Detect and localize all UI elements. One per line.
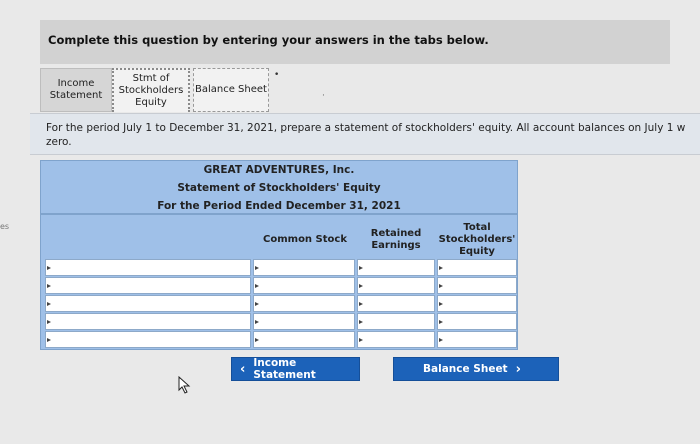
tab-label-line: Statement <box>49 90 103 101</box>
statement-title: Statement of Stockholders' Equity <box>177 182 381 194</box>
equity-table <box>40 214 518 350</box>
tab-label-line: Equity <box>135 97 167 108</box>
statement-heading <box>40 160 518 214</box>
instruction-line-1: For the period July 1 to December 31, 2021, prepare a statement of stockholders' equity. All account balances on July 1 w <box>46 122 686 134</box>
row-label-select[interactable] <box>45 331 251 348</box>
chevron-right-icon: › <box>515 361 521 377</box>
mouse-cursor-icon <box>178 376 192 394</box>
retained-earnings-input[interactable] <box>357 259 435 276</box>
table-row <box>45 331 517 348</box>
tab-label-line: Balance Sheet <box>195 84 267 95</box>
next-balance-sheet-button[interactable] <box>393 357 559 381</box>
tab-stmt-stockholders-equity[interactable] <box>112 68 190 112</box>
total-equity-input[interactable] <box>437 277 517 294</box>
total-equity-input[interactable] <box>437 331 517 348</box>
row-label-select[interactable] <box>45 259 251 276</box>
col-header-retained-earnings <box>357 221 435 259</box>
row-label-select[interactable] <box>45 295 251 312</box>
tab-balance-sheet[interactable] <box>193 68 269 112</box>
chevron-left-icon: ‹ <box>240 361 246 377</box>
retained-earnings-input[interactable] <box>357 277 435 294</box>
table-row <box>45 259 517 276</box>
instruction-line-2: zero. <box>46 136 72 148</box>
cropped-left-text: es <box>0 222 10 231</box>
table-row <box>45 277 517 294</box>
next-button-label: Balance Sheet <box>423 363 508 375</box>
statement-period: For the Period Ended December 31, 2021 <box>157 200 401 212</box>
table-row <box>45 313 517 330</box>
col-header-line: Equity <box>459 246 495 257</box>
prev-income-statement-button[interactable] <box>231 357 360 381</box>
table-row <box>45 295 517 312</box>
company-name: GREAT ADVENTURES, Inc. <box>203 164 355 176</box>
tab-label-line: Stmt of <box>132 73 170 84</box>
retained-earnings-input[interactable] <box>357 295 435 312</box>
question-header <box>40 20 670 64</box>
col-header-line: Total <box>463 222 491 233</box>
common-stock-input[interactable] <box>253 295 355 312</box>
common-stock-input[interactable] <box>253 259 355 276</box>
total-equity-input[interactable] <box>437 259 517 276</box>
col-header-line: Earnings <box>371 240 421 251</box>
col-header-line: Retained <box>370 228 422 239</box>
tab-label-line: Stockholders <box>118 85 184 96</box>
common-stock-input[interactable] <box>253 313 355 330</box>
dot-marker: · <box>322 91 325 101</box>
col-header-total-equity <box>435 221 519 259</box>
instruction-box <box>30 113 700 155</box>
common-stock-input[interactable] <box>253 277 355 294</box>
common-stock-input[interactable] <box>253 331 355 348</box>
retained-earnings-input[interactable] <box>357 331 435 348</box>
retained-earnings-input[interactable] <box>357 313 435 330</box>
dot-marker: • <box>274 70 280 80</box>
tab-label-line: Income <box>57 78 95 89</box>
row-label-select[interactable] <box>45 313 251 330</box>
col-header-line: Stockholders' <box>438 234 516 245</box>
question-text: Complete this question by entering your answers in the tabs below. <box>48 33 489 47</box>
total-equity-input[interactable] <box>437 313 517 330</box>
total-equity-input[interactable] <box>437 295 517 312</box>
row-label-select[interactable] <box>45 277 251 294</box>
col-header-common-stock: Common Stock <box>263 234 347 245</box>
tab-income-statement[interactable] <box>40 68 112 112</box>
prev-button-label: Income Statement <box>253 357 316 381</box>
